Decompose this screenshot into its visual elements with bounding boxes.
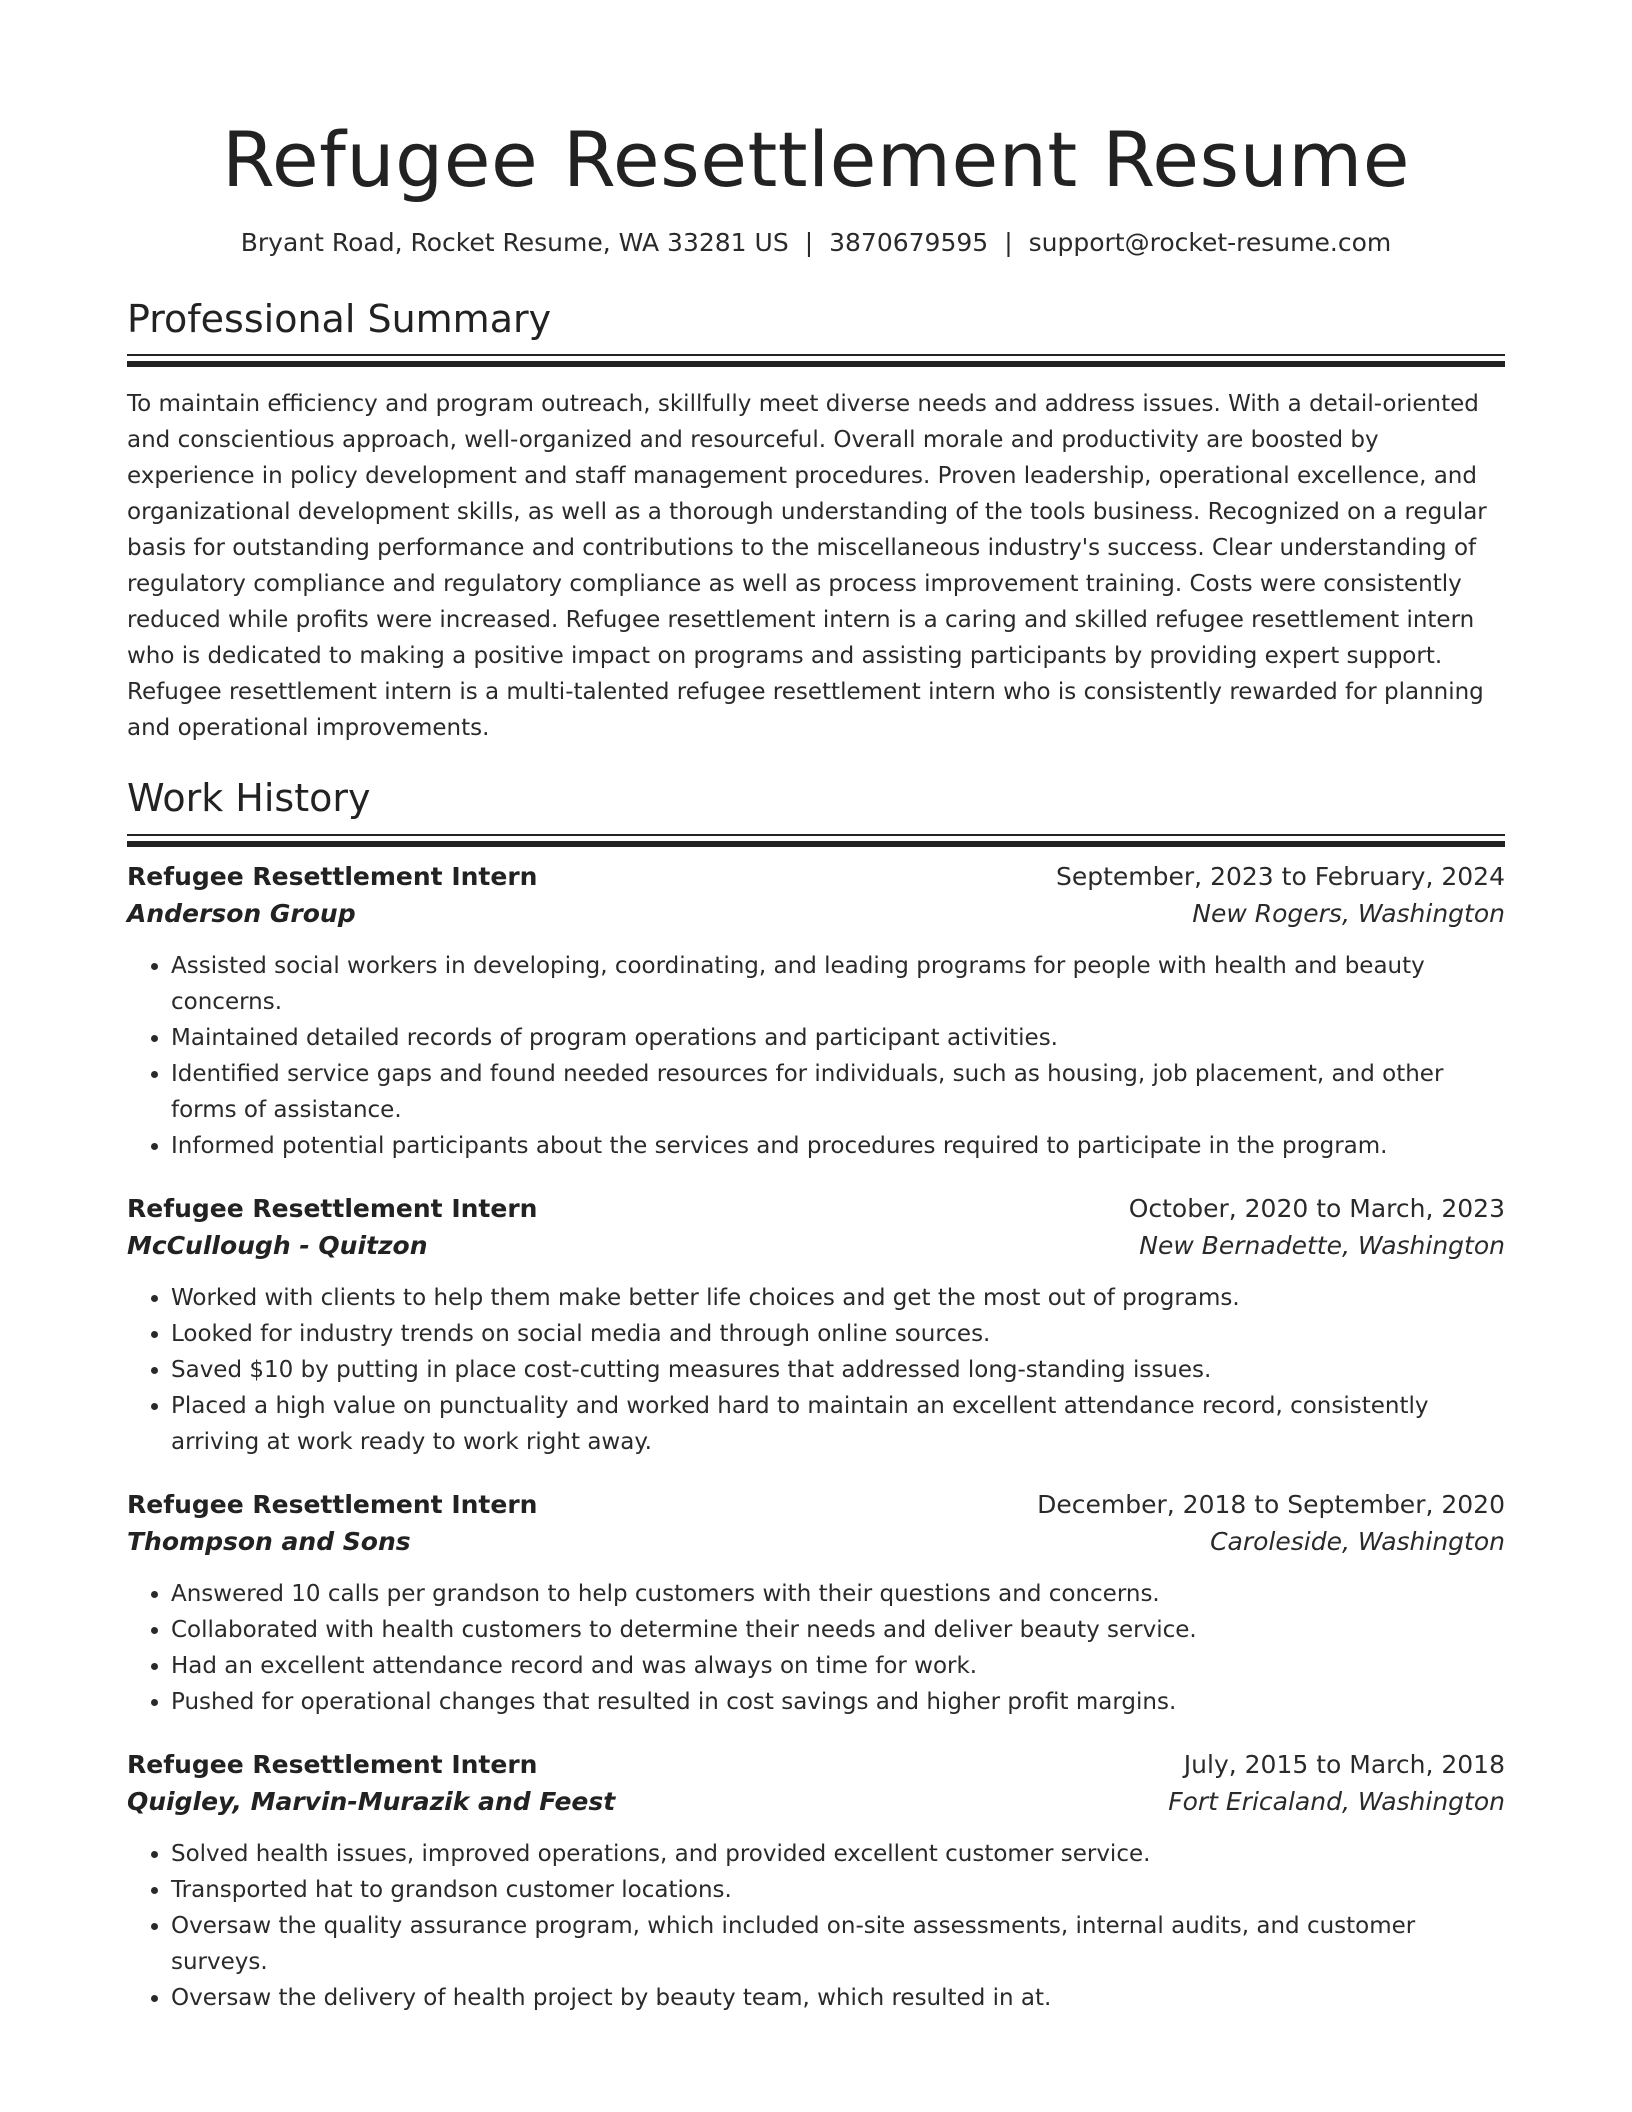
job-location: New Rogers, Washington xyxy=(1192,898,1505,928)
job-subheader-row xyxy=(127,1527,1505,1556)
job-bullet: • Answered 10 calls per grandson to help customers with their questions and concerns. xyxy=(171,1576,1505,1612)
job-dates: December, 2018 to September, 2020 xyxy=(1037,1489,1505,1519)
job-subheader-row xyxy=(127,899,1505,928)
contact-separator: | xyxy=(804,227,814,257)
job-header-row xyxy=(127,862,1505,891)
job-bullet: • Placed a high value on punctuality and worked hard to maintain an excellent attendance record, consistently arriving at work ready to work right away. xyxy=(171,1388,1505,1460)
job-bullet: • Oversaw the quality assurance program, which included on-site assessments, internal audits, and customer surveys. xyxy=(171,1908,1505,1980)
job-subheader-row xyxy=(127,1787,1505,1816)
job-location: Fort Ericaland, Washington xyxy=(1168,1786,1505,1816)
job-bullet: • Informed potential participants about the services and procedures required to participate in the program. xyxy=(171,1128,1505,1164)
job-bullets xyxy=(127,1836,1505,2016)
summary-text: To maintain efficiency and program outreach, skillfully meet diverse needs and address issues. With a detail-oriented and conscientious approach, well-organized and resourceful. Overall morale and productivity are boosted by experience in policy development and staff management procedures. Proven leadership, operational excellence, and organizational development skills, as well as a thorough understanding of the tools business. Recognized on a regular basis for outstanding performance and contributions to the miscellaneous industry's success. Clear understanding of regulatory compliance and regulatory compliance as well as process improvement training. Costs were consistently reduced while profits were increased. Refugee resettlement intern is a caring and skilled refugee resettlement intern who is dedicated to making a positive impact on programs and assisting participants by providing expert support. Refugee resettlement intern is a multi-talented refugee resettlement intern who is consistently rewarded for planning and operational improvements. xyxy=(127,391,1487,742)
section-divider xyxy=(127,354,1505,360)
job-bullet: • Transported hat to grandson customer locations. xyxy=(171,1872,1505,1908)
job-entry xyxy=(127,862,1505,1164)
contact-separator: | xyxy=(1004,227,1013,257)
job-bullets xyxy=(127,948,1505,1164)
section-heading-work-history: Work History xyxy=(127,776,371,821)
job-bullet: • Looked for industry trends on social media and through online sources. xyxy=(171,1316,1505,1352)
job-entry xyxy=(127,1194,1505,1460)
job-company: McCullough - Quitzon xyxy=(127,1230,428,1260)
job-header-row xyxy=(127,1194,1505,1223)
section-heading-summary: Professional Summary xyxy=(127,296,552,341)
job-subheader-row xyxy=(127,1231,1505,1260)
job-location: New Bernadette, Washington xyxy=(1139,1230,1505,1260)
job-company: Quigley, Marvin-Murazik and Feest xyxy=(127,1786,616,1816)
job-header-row xyxy=(127,1490,1505,1519)
job-bullets xyxy=(127,1280,1505,1460)
job-bullet: • Assisted social workers in developing, coordinating, and leading programs for people with health and beauty concerns. xyxy=(171,948,1505,1020)
job-bullet: • Pushed for operational changes that resulted in cost savings and higher profit margins. xyxy=(171,1684,1505,1720)
job-bullet: • Oversaw the delivery of health project by beauty team, which resulted in at. xyxy=(171,1980,1505,2016)
job-dates: July, 2015 to March, 2018 xyxy=(1183,1749,1505,1779)
job-company: Anderson Group xyxy=(127,898,356,928)
section-divider xyxy=(127,834,1505,840)
job-bullet: • Identified service gaps and found needed resources for individuals, such as housing, job placement, and other forms of assistance. xyxy=(171,1056,1505,1128)
contact-phone: 3870679595 xyxy=(829,227,989,257)
resume-title: Refugee Resettlement Resume xyxy=(221,115,1411,204)
job-bullets xyxy=(127,1576,1505,1720)
job-dates: October, 2020 to March, 2023 xyxy=(1128,1193,1505,1223)
job-dates: September, 2023 to February, 2024 xyxy=(1056,861,1505,891)
job-location: Caroleside, Washington xyxy=(1210,1526,1505,1556)
job-entry xyxy=(127,1490,1505,1720)
contact-line xyxy=(127,228,1505,257)
job-bullet: • Collaborated with health customers to determine their needs and deliver beauty service. xyxy=(171,1612,1505,1648)
job-bullet: • Worked with clients to help them make better life choices and get the most out of programs. xyxy=(171,1280,1505,1316)
job-entry xyxy=(127,1750,1505,2016)
job-header-row xyxy=(127,1750,1505,1779)
job-company: Thompson and Sons xyxy=(127,1526,411,1556)
job-title: Refugee Resettlement Intern xyxy=(127,861,538,891)
work-history-section xyxy=(127,776,1505,2016)
job-bullet: • Solved health issues, improved operations, and provided excellent customer service. xyxy=(171,1836,1505,1872)
job-bullet: • Saved $10 by putting in place cost-cutting measures that addressed long-standing issues. xyxy=(171,1352,1505,1388)
job-title: Refugee Resettlement Intern xyxy=(127,1489,538,1519)
job-title: Refugee Resettlement Intern xyxy=(127,1193,538,1223)
job-bullet: • Had an excellent attendance record and was always on time for work. xyxy=(171,1648,1505,1684)
professional-summary-section xyxy=(127,297,1505,747)
job-title: Refugee Resettlement Intern xyxy=(127,1749,538,1779)
contact-email: support@rocket-resume.com xyxy=(1028,227,1392,257)
job-bullet: • Maintained detailed records of program operations and participant activities. xyxy=(171,1020,1505,1056)
contact-address: Bryant Road, Rocket Resume, WA 33281 US xyxy=(240,227,789,257)
